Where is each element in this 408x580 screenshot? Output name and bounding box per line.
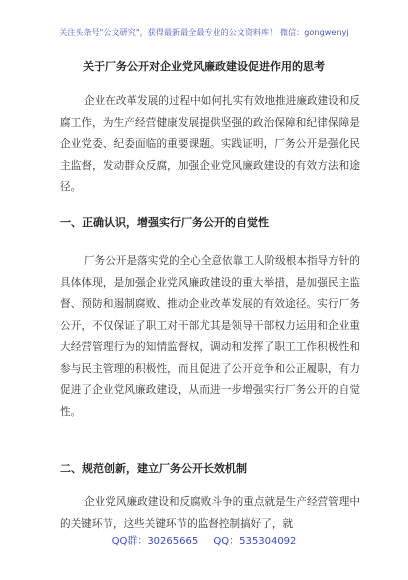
footer-qq: QQ：535304092 bbox=[213, 536, 297, 547]
footer-contact bbox=[0, 532, 408, 547]
paragraph-intro bbox=[60, 91, 360, 199]
paragraph-section-2 bbox=[60, 492, 360, 535]
paragraph-section-2-text: 企业党风廉政建设和反腐败斗争的重点就是生产经营管理中的关键环节，这些关键环节的监督控制搞好了，就 bbox=[60, 496, 360, 530]
paragraph-intro-text: 企业在改革发展的过程中如何扎实有效地推进廉政建设和反腐工作，为生产经营健康发展提供坚强的政治保障和纪律保障是企业党委、纪委面临的重要课题。实践证明，厂务公开是强化民主监督，发动群众反腐，加强企业党风廉政建设的有效方法和途径。 bbox=[60, 95, 360, 193]
document-title: 关于厂务公开对企业党风廉政建设促进作用的思考 bbox=[83, 60, 325, 73]
section-heading-2: 二、规范创新，建立厂务公开长效机制 bbox=[60, 462, 247, 475]
footer-qq-group: QQ群：30265665 bbox=[111, 536, 199, 547]
paragraph-section-1 bbox=[60, 251, 360, 423]
header-banner: 关注头条号"公文研究"，获得最新最全最专业的公文资料库！ 微信：gongwenyj bbox=[59, 28, 349, 37]
paragraph-section-1-text: 厂务公开是落实党的全心全意依靠工人阶级根本指导方针的具体体现，是加强企业党风廉政建设的重大举措，是加强民主监督、预防和遏制腐败、推动企业改革发展的有效途径。实行厂务公开，不仅保证了职工对干部尤其是领导干部权力运用和企业重大经营管理行为的知情监督权，调动和发挥了职工工作积极性和参与民主管理的积极性，而且促进了公开竞争和公正履职，有力促进了企业党风廉政建设，从而进一步增强实行厂务公开的自觉性。 bbox=[60, 255, 360, 418]
section-heading-1: 一、正确认识，增强实行厂务公开的自觉性 bbox=[60, 216, 269, 229]
